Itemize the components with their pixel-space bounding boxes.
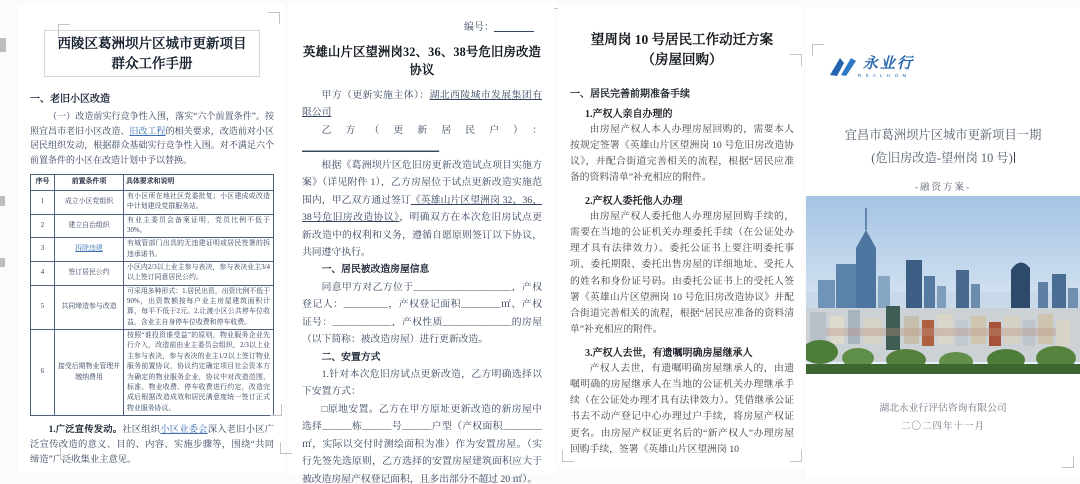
table-row bbox=[31, 238, 274, 262]
city-skyline-image bbox=[806, 196, 1080, 374]
manual-title-line1: 西陵区葛洲坝片区城市更新项目 bbox=[57, 36, 247, 51]
plan-item2-body: 由房屋产权人委托他人办理房屋回购手续的，需要在当地的公证机关办理委托手续（在公证处办理才具有法律效力）。委托公证书上要注明委托事项、委托期限、委托出售房屋的详细地址、受托人的姓名和身份证号码。由委托公证书上的受托人签署《英雄山片区望洲岗 10 号危旧房改造协议》并配合街道完善相关的流程，根据“居民应准备的资料清单”补充相应的附件。 bbox=[570, 210, 794, 336]
footer-bold-lead: 1.广泛宣传发动。 bbox=[48, 424, 123, 435]
table-cell: 建立自治组织 bbox=[55, 214, 124, 238]
section2-option-paragraph bbox=[302, 401, 542, 484]
party-b-line bbox=[302, 122, 542, 157]
table-cell: 成立小区党组织 bbox=[55, 190, 124, 214]
plan-item1-heading: 1.产权人亲自办理的 bbox=[585, 108, 673, 120]
plan-title bbox=[570, 30, 794, 71]
agreement-title: 英雄山片区望洲岗32、36、38号危旧房改造协议 bbox=[302, 45, 542, 77]
table-header-row bbox=[31, 175, 274, 190]
plan-item2-heading: 2.产权人委托他人办理 bbox=[585, 195, 683, 207]
company-logo bbox=[828, 56, 914, 78]
basis-agreement-name: 《英雄山片区望洲岗 32、36、38号危旧房改造协议》 bbox=[302, 194, 543, 224]
party-b-blank-field[interactable]: ____________________________ bbox=[302, 142, 440, 154]
party-a-line bbox=[302, 87, 542, 122]
checkbox-unchecked: □ bbox=[321, 403, 328, 415]
option-text: 原地安置。乙方在甲方原址更新改造的新房屋中选择______栋______号______户型（产权面积________㎡，实际以交付时测绘面积为准）作为安置房屋。（实行先签先选原则，乙方选择的安置房屋建筑面积应大于被改造房屋产权登记面积，且多出部分不超过 20 ㎡）。 bbox=[302, 403, 543, 484]
manual-title bbox=[44, 30, 260, 77]
table-row bbox=[31, 330, 274, 416]
footer-text: 社区组织 bbox=[122, 424, 161, 435]
manual-title-line2: 群众工作手册 bbox=[111, 55, 193, 71]
table-cell: 2 bbox=[31, 214, 55, 238]
agreement-basis-paragraph bbox=[302, 157, 542, 262]
party-a-label: 甲方（更新实施主体）： bbox=[321, 90, 430, 101]
col-header-item: 前置条件项 bbox=[55, 175, 124, 190]
code-label: 编号： bbox=[464, 22, 494, 33]
table-cell: 接受后期物业管理并缴纳费用 bbox=[55, 330, 124, 416]
table-cell: 6 bbox=[31, 330, 55, 416]
section1-body: 同意甲方对乙方位于____________________，产权登记人：_________，产权登记面积________㎡、产权证号：____________，产权性质______________的房屋（以下简称：被改造房屋）进行更新改造。 bbox=[302, 281, 542, 346]
cover-title-line2 bbox=[806, 147, 1080, 170]
cover-date: 二〇二四年十一月 bbox=[900, 422, 985, 432]
plan-title-line2: （房屋回购） bbox=[641, 52, 723, 68]
manual-section-heading: 一、老旧小区改造 bbox=[30, 94, 110, 106]
scan-artifact bbox=[0, 38, 6, 52]
table-cell: 有城管部门出具的无违建证明或居民签署的拆违承诺书。 bbox=[124, 238, 274, 262]
crop-mark bbox=[812, 44, 824, 56]
table-cell: 4 bbox=[31, 261, 55, 285]
table-cell: 有小区所在地社区党委批复；小区建成或改造中计划建设党群服务站。 bbox=[124, 190, 274, 214]
table-cell: 3 bbox=[31, 238, 55, 262]
footer-link[interactable]: 小区业委会 bbox=[160, 424, 208, 435]
table-cell: 签订居民公约 bbox=[55, 261, 124, 285]
cover-title-line1: 宜昌市葛洲坝片区城市更新项目一期 bbox=[844, 128, 1042, 142]
plan-title-line1: 望周岗 10 号居民工作动迁方案 bbox=[590, 32, 774, 47]
table-row bbox=[31, 261, 274, 285]
col-header-no: 序号 bbox=[31, 175, 55, 190]
logo-text: 永业行 bbox=[863, 55, 915, 72]
party-a-value: 湖北西陵城市发展集团有限公司 bbox=[302, 90, 542, 119]
intro-text: （一）改造前实行竞争性入围，落实“六个前置条件”。按照宜昌市老旧小区改造、 bbox=[30, 111, 274, 136]
table-cell: 有业主委员会备案证明，党员比例不低于30%。 bbox=[124, 214, 274, 238]
basis-text-tail: ，明确双方在本次危旧房试点更新改造中的权利和义务，遵循自愿原则签订以下协议，共同遵守执行。 bbox=[302, 212, 543, 258]
table-cell: 可采用多种形式：1.居民出资，出资比例不低于90%，出资数额按每户业主房屋建筑面积计算，每平不低于2元。2.让渡小区公共停车位收益，含业主自身停车位收费和停车收费。 bbox=[124, 285, 274, 329]
table-cell[interactable]: 拆除违建 bbox=[55, 238, 124, 262]
party-b-label: 乙方（更新居民户）： bbox=[321, 124, 542, 136]
cover-title bbox=[806, 124, 1080, 171]
page-cover bbox=[806, 8, 1080, 478]
agreement-code-line bbox=[302, 18, 542, 33]
table-row bbox=[31, 214, 274, 238]
col-header-desc: 具体要求和说明 bbox=[124, 175, 274, 190]
basis-text: 根据《葛洲坝片区危旧房更新改造试点项目实施方案》（详见附件 1），乙方房屋位于试点更新改造实施范围内，甲乙双方通过签订 bbox=[302, 159, 542, 206]
scan-artifact bbox=[0, 258, 5, 267]
table-row bbox=[31, 285, 274, 329]
plan-item3-heading: 3.产权人去世，有遗嘱明确房屋继承人 bbox=[585, 347, 753, 359]
cover-company: 湖北永业行评估咨询有限公司 bbox=[879, 403, 1007, 414]
table-cell: 小区内2/3以上业主参与表决，参与表决业主3/4以上签订同意居民公约。 bbox=[124, 261, 274, 285]
plan-item1-body: 由房屋产权人本人办理房屋回购的，需要本人按规定签署《英雄山片区望洲岗 10 号危旧房改造协议》，并配合街道完善相关的流程，根据“居民应准备的资料清单”补充相应的附件。 bbox=[570, 123, 794, 184]
plan-section-heading: 一、居民完善前期准备手续 bbox=[570, 88, 690, 100]
page-manual bbox=[18, 4, 284, 472]
table-cell: 共同缔造参与改造 bbox=[55, 285, 124, 329]
cover-title-line2-text: (危旧房改造-望州岗 10 号) bbox=[871, 151, 1013, 166]
manual-intro-paragraph bbox=[30, 109, 274, 167]
section2-heading: 二、安置方式 bbox=[321, 351, 381, 363]
preconditions-table bbox=[30, 174, 274, 416]
logo-subtext: R E A L H O M bbox=[858, 73, 908, 78]
page-relocation-plan bbox=[558, 6, 804, 468]
table-cell: 1 bbox=[31, 190, 55, 214]
crop-mark bbox=[1062, 456, 1074, 468]
plan-item3-body: 产权人去世，有遗嘱明确房屋继承人的，由遗嘱明确的房屋继承人在当地的公证机关办理继承手续（在公证处办理才具有法律效力）。凭借继承公证书去不动产登记中心办理过户手续，将房屋产权证更名。由房屋产权证更名后的“新产权人”办理房屋回购手续，签署《英雄山片区望洲岗 10 bbox=[570, 362, 794, 455]
code-blank-field[interactable]: ________ bbox=[494, 22, 534, 33]
manual-footer-paragraph bbox=[30, 423, 274, 468]
footer-text-tail: 深入老旧小区广泛宣传改造的意义、目的、内容、实施步骤等，围绕“共同缔造”广泛收集业主意见。 bbox=[30, 424, 274, 465]
cover-subtitle: -融资方案- bbox=[914, 183, 972, 193]
page-agreement bbox=[288, 2, 556, 484]
text-cursor bbox=[1014, 152, 1015, 163]
section2-intro: 1.针对本次危旧房试点更新改造，乙方明确选择以下安置方式： bbox=[302, 369, 542, 398]
crop-mark bbox=[268, 12, 280, 24]
preconditions-table-body bbox=[31, 190, 274, 415]
table-cell: 5 bbox=[31, 285, 55, 329]
table-cell: 按照“谁投资谁受益”的原则，物业服务企业先行介入，改造前由业主委员会组织，2/3以上业主参与表决，参与表决的业主1/2以上签订物业服务前置协议，协议约定确定项目社会资本方为确定的物业服务企业，协议中对改造范围、标准、物业收费、停车收费进行约定，改造完成后根据改造成效和居民满意度统一签订正式物业服务协议。 bbox=[124, 330, 274, 416]
intro-link[interactable]: 旧改工程 bbox=[129, 125, 166, 136]
intro-text-tail: 的相关要求，改造前对小区居民组织发动，根据群众基础实行竞争性入围。对不满足六个前置条件的小区在改造计划中予以替换。 bbox=[30, 125, 274, 165]
table-row bbox=[31, 190, 274, 214]
logo-mark-icon bbox=[828, 56, 858, 78]
scan-artifact bbox=[0, 196, 5, 206]
section1-heading: 一、居民被改造房屋信息 bbox=[321, 264, 430, 276]
